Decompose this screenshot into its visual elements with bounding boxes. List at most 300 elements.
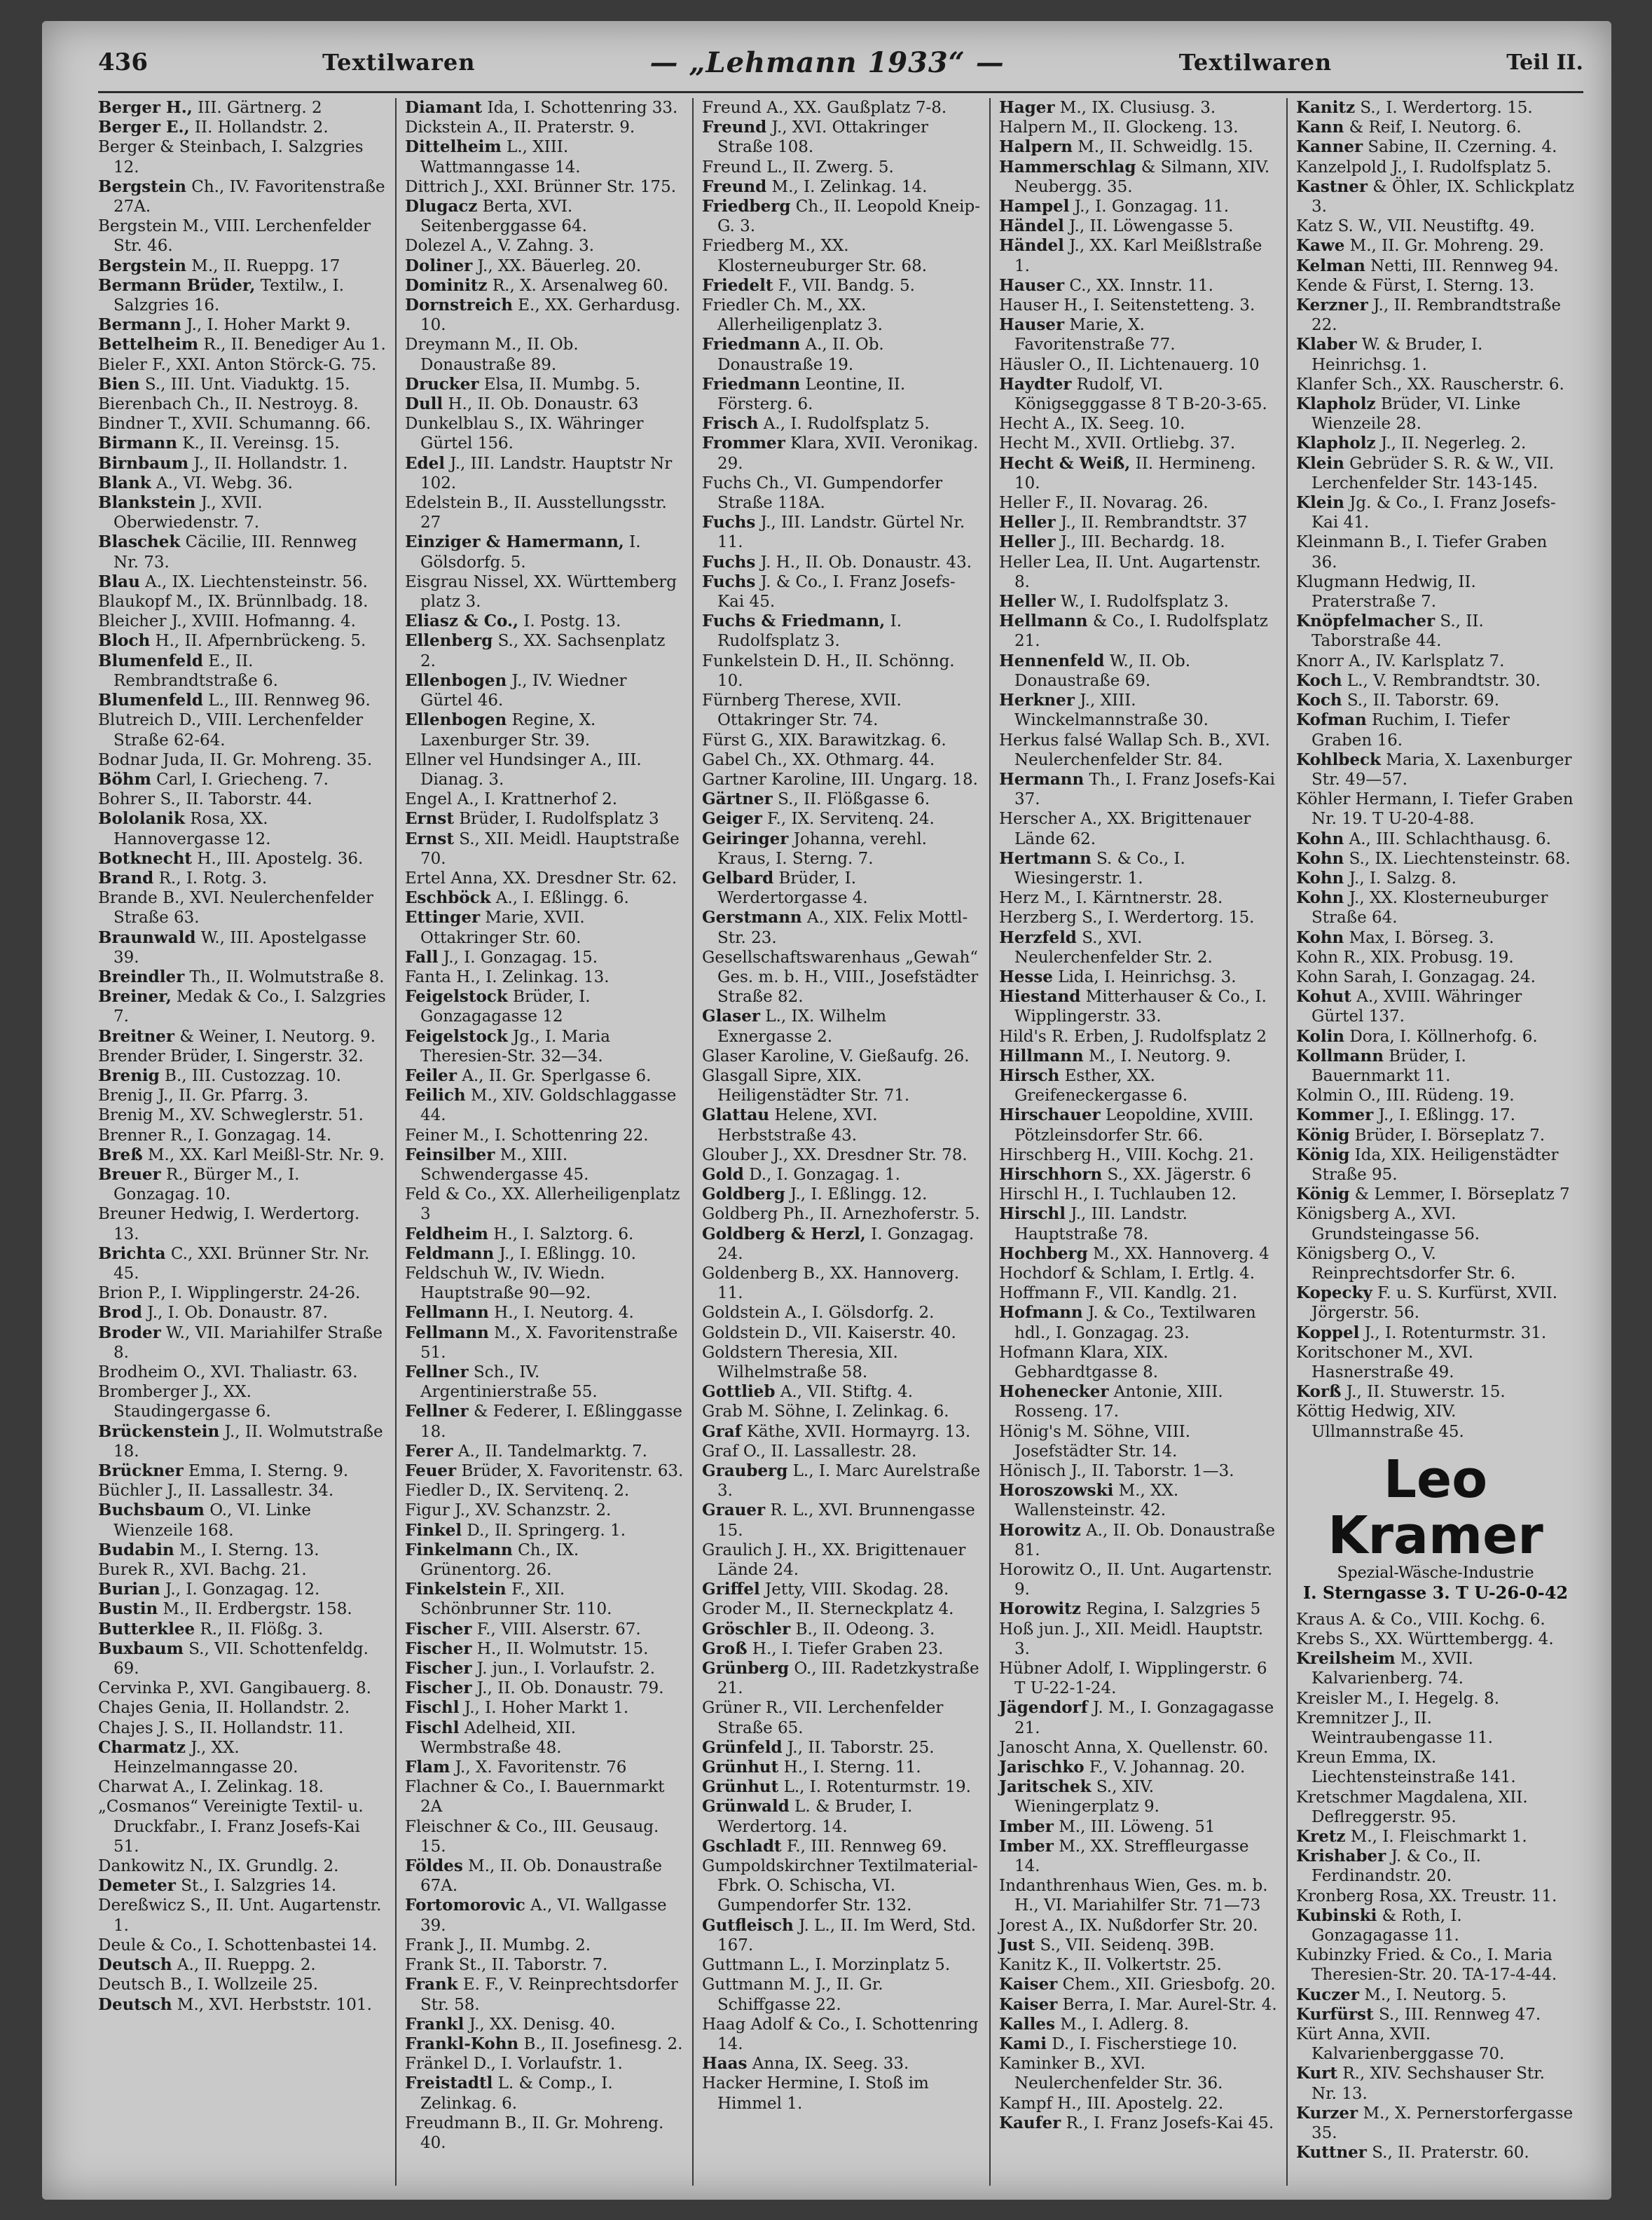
entry-details: H., I. Sterng. 11. (778, 1758, 921, 1777)
entry-details: J. L., II. Im Werd, Std. 167. (717, 1916, 977, 1954)
directory-entry (999, 967, 1278, 987)
entry-name: Just (999, 1935, 1035, 1954)
directory-entry (405, 454, 684, 493)
directory-entry (999, 1027, 1278, 1047)
directory-entry (98, 1955, 387, 1975)
directory-entry (702, 1442, 981, 1461)
entry-name: Berger H., (98, 98, 193, 117)
entry-details: Regine, X. Laxenburger Str. 39. (420, 711, 596, 750)
directory-entry (98, 532, 387, 572)
entry-details: Feldschuh W., IV. Wiedn. Hauptstraße 90—92. (405, 1264, 605, 1303)
entry-name: Fall (405, 947, 439, 967)
entry-name: Bergstein (98, 256, 186, 275)
directory-entry (1296, 612, 1575, 651)
directory-entry (98, 1560, 387, 1580)
directory-entry (1296, 1827, 1575, 1847)
directory-entry (702, 1007, 981, 1046)
column-5-entries-bottom (1296, 1610, 1575, 2163)
entry-details: A., IX. Liechtensteinstr. 56. (139, 572, 368, 591)
entry-details: E., II. Rembrandtstraße 6. (113, 651, 278, 690)
entry-name: König (1296, 1185, 1350, 1204)
entry-details: J., II. Stuwerstr. 15. (1341, 1383, 1506, 1402)
entry-details: Indanthrenhaus Wien, Ges. m. b. H., VI. Mariahilfer Str. 71—73 (999, 1877, 1268, 1915)
entry-details: M., XX. Hannoverg. 4 (1087, 1244, 1269, 1263)
entry-details: J., I. Eßlingg. 10. (494, 1244, 636, 1263)
entry-details: Brüder, X. Favoritenstr. 63. (456, 1462, 684, 1481)
entry-details: S., II. Praterstr. 60. (1366, 2144, 1529, 2163)
directory-entry (702, 276, 981, 296)
entry-name: Kurfürst (1296, 2004, 1374, 2024)
left-section-title: Textilwaren (322, 49, 476, 76)
entry-name: Bloch (98, 631, 151, 651)
directory-entry (999, 1975, 1278, 1994)
entry-details: Elsa, II. Mumbg. 5. (479, 375, 641, 394)
entry-details: Deule & Co., I. Schottenbastei 14. (98, 1936, 378, 1954)
directory-entry (999, 493, 1278, 513)
entry-name: Blaschek (98, 532, 181, 552)
directory-entry (1296, 1126, 1575, 1145)
entry-details: Freund A., XX. Gaußplatz 7-8. (702, 99, 947, 117)
entry-name: Kohn (1296, 888, 1344, 908)
entry-details: Kohn Sarah, I. Gonzagag. 24. (1296, 967, 1536, 986)
entry-details: Fiedler D., IX. Servitenq. 2. (405, 1482, 630, 1501)
directory-entry (702, 1402, 981, 1421)
directory-entry (999, 1283, 1278, 1303)
entry-details: Berger & Steinbach, I. Salzgries 12. (98, 138, 364, 177)
entry-name: Hammerschlag (999, 157, 1136, 177)
entry-details: H., I. Salztorg. 6. (488, 1225, 634, 1243)
directory-entry (1296, 1649, 1575, 1688)
directory-entry (702, 1639, 981, 1659)
directory-entry (999, 1303, 1278, 1342)
directory-entry (98, 631, 387, 651)
entry-details: Hochdorf & Schlam, I. Ertlg. 4. (999, 1264, 1255, 1283)
entry-details: Herscher A., XX. Brigittenauer Lände 62. (999, 810, 1251, 848)
entry-details: W. & Bruder, I. Heinrichsg. 1. (1312, 336, 1483, 374)
directory-entry (1296, 671, 1575, 691)
entry-name: Fuchs & Friedmann, (702, 612, 886, 631)
entry-name: Glaser (702, 1007, 760, 1026)
directory-entry (999, 1995, 1278, 2015)
directory-entry (1296, 790, 1575, 829)
entry-name: Geiringer (702, 829, 789, 848)
entry-details: & Weiner, I. Neutorg. 9. (174, 1027, 376, 1046)
directory-entry (98, 1501, 387, 1540)
entry-details: Brion P., I. Wipplingerstr. 24-26. (98, 1284, 361, 1303)
entry-details: Brande B., XVI. Neulerchenfelder Straße 63. (98, 889, 374, 928)
directory-entry (98, 1145, 387, 1165)
directory-entry (405, 1758, 684, 1777)
entry-details: S., XII. Meidl. Hauptstraße 70. (420, 829, 680, 868)
entry-details: B., II. Josefinesg. 2. (518, 2034, 683, 2053)
directory-entry (1296, 829, 1575, 849)
entry-name: Fuchs (702, 513, 756, 532)
directory-entry (1296, 2104, 1575, 2143)
entry-name: Brand (98, 868, 154, 888)
directory-entry (1296, 256, 1575, 276)
entry-name: Eschböck (405, 888, 491, 908)
directory-entry (999, 731, 1278, 770)
entry-details: Goldenberg B., XX. Hannoverg. 11. (702, 1264, 960, 1303)
entry-details: M., X. Favoritenstraße 51. (420, 1323, 678, 1362)
entry-details: J., XX. Denisg. 40. (464, 2015, 616, 2034)
entry-details: Feld & Co., XX. Allerheiligenplatz 3 (405, 1185, 680, 1224)
entry-details: Brenner R., I. Gonzagag. 14. (98, 1126, 332, 1145)
entry-name: Ellenbogen (405, 670, 507, 690)
directory-entry (702, 2054, 981, 2074)
directory-entry (999, 1382, 1278, 1421)
entry-details: Hoß jun. J., XII. Meidl. Hauptstr. 3. (999, 1620, 1264, 1658)
directory-entry (999, 315, 1278, 354)
entry-details: Goldberg Ph., II. Arnezhoferstr. 5. (702, 1205, 980, 1224)
entry-details: J., I. Hoher Markt 9. (181, 316, 351, 335)
entry-name: Heller (999, 513, 1056, 532)
directory-entry (702, 651, 981, 691)
directory-entry (1296, 1985, 1575, 2005)
entry-name: Grünwald (702, 1797, 790, 1816)
entry-name: Händel (999, 236, 1064, 256)
entry-name: Kanner (1296, 137, 1363, 157)
entry-details: Dickstein A., II. Praterstr. 9. (405, 118, 635, 137)
entry-details: W., I. Rudolfsplatz 3. (1055, 593, 1229, 612)
entry-name: Feldheim (405, 1224, 488, 1243)
directory-entry (999, 987, 1278, 1026)
entry-name: Blumenfeld (98, 651, 203, 670)
directory-entry (999, 414, 1278, 434)
entry-details: Köhler Hermann, I. Tiefer Graben Nr. 19. T U-20-4-88. (1296, 790, 1574, 829)
entry-details: Groder M., II. Sterneckplatz 4. (702, 1600, 954, 1619)
directory-entry (702, 1204, 981, 1224)
directory-entry (98, 1540, 387, 1560)
directory-entry (999, 2114, 1278, 2133)
entry-name: Imber (999, 1816, 1054, 1836)
directory-entry (702, 1343, 981, 1382)
entry-details: Hofmann Klara, XIX. Gebhardtgasse 8. (999, 1343, 1169, 1381)
entry-details: Bromberger J., XX. Staudingergasse 6. (98, 1383, 271, 1421)
entry-details: Charwat A., I. Zelinkag. 18. (98, 1778, 324, 1797)
directory-entry (1296, 98, 1575, 118)
entry-name: Kami (999, 2034, 1047, 2053)
entry-details: Gebrüder S. R. & W., VII. Lerchenfelder Str. 143-145. (1312, 454, 1555, 492)
entry-details: & Öhler, IX. Schlickplatz 3. (1312, 177, 1574, 216)
entry-details: Sabine, II. Czerning. 4. (1363, 138, 1557, 157)
entry-details: Krebs S., XX. Württembergg. 4. (1296, 1630, 1554, 1649)
entry-details: Glouber J., XX. Dresdner Str. 78. (702, 1145, 968, 1164)
directory-entry (999, 2054, 1278, 2093)
entry-details: Katz S. W., VII. Neustiftg. 49. (1296, 217, 1535, 236)
entry-details: Klugmann Hedwig, II. Praterstraße 7. (1296, 572, 1476, 612)
entry-details: Jetty, VIII. Skodag. 28. (759, 1580, 949, 1599)
entry-details: Brüder, VI. Linke Wienzeile 28. (1312, 395, 1521, 434)
directory-entry (405, 1678, 684, 1698)
entry-name: Freund (702, 177, 767, 196)
directory-entry (405, 1323, 684, 1363)
directory-entry (999, 513, 1278, 532)
directory-entry (405, 1303, 684, 1323)
entry-details: & Reif, I. Neutorg. 6. (1344, 118, 1522, 137)
entry-details: Ch., IX. Grünentorg. 26. (420, 1540, 579, 1580)
entry-details: Bierenbach Ch., II. Nestroyg. 8. (98, 395, 359, 414)
directory-entry (1296, 1047, 1575, 1086)
entry-name: Heller (999, 532, 1056, 552)
directory-entry (98, 394, 387, 414)
directory-entry (702, 809, 981, 829)
directory-entry (405, 1185, 684, 1224)
entry-details: A., VII. Stiftg. 4. (775, 1383, 914, 1402)
directory-entry (405, 98, 684, 118)
directory-entry (98, 1718, 387, 1738)
entry-details: M., I. Fleischmarkt 1. (1345, 1828, 1527, 1847)
entry-details: Bodnar Juda, II. Gr. Mohreng. 35. (98, 750, 373, 769)
entry-details: J. & Co., Textilwaren hdl., I. Gonzagag. 23. (1014, 1304, 1256, 1342)
entry-details: Carl, I. Griecheng. 7. (151, 770, 329, 789)
directory-entry (999, 1599, 1278, 1619)
entry-details: F., IX. Servitenq. 24. (762, 810, 935, 829)
entry-details: Dunkelblau S., IX. Währinger Gürtel 156. (405, 415, 644, 453)
entry-name: Blank (98, 473, 151, 492)
entry-details: Rudolf, VI. Königsegggasse 8 T B-20-3-65. (1014, 375, 1267, 414)
directory-entry (999, 1620, 1278, 1659)
column-3 (692, 98, 989, 2186)
entry-details: H., II. Wolmutstr. 15. (471, 1639, 649, 1658)
entry-name: Budabin (98, 1540, 174, 1559)
entry-details: A., II. Ob. Donaustraße 81. (1014, 1521, 1275, 1559)
entry-name: Bustin (98, 1599, 158, 1619)
directory-entry (98, 1382, 387, 1421)
entry-details: Brodheim O., XVI. Thaliastr. 63. (98, 1363, 358, 1381)
directory-entry (999, 1264, 1278, 1283)
entry-name: Gschladt (702, 1836, 782, 1856)
directory-entry (702, 612, 981, 651)
directory-entry (98, 216, 387, 256)
directory-entry (999, 1521, 1278, 1560)
entry-details: Chajes Genia, II. Hollandstr. 2. (98, 1699, 350, 1718)
directory-entry (702, 1580, 981, 1599)
entry-details: F., VIII. Alserstr. 67. (471, 1620, 641, 1639)
entry-details: M., III. Löweng. 51 (1053, 1817, 1216, 1836)
entry-name: Kalles (999, 2014, 1055, 2034)
entry-name: Blumenfeld (98, 691, 203, 710)
entry-name: König (1296, 1125, 1350, 1145)
entry-details: Graulich J. H., XX. Brigittenauer Lände 24. (702, 1540, 966, 1580)
entry-details: F., III. Rennweg 69. (781, 1837, 947, 1856)
entry-details: Berra, I. Mar. Aurel-Str. 4. (1057, 1995, 1277, 2014)
directory-entry (98, 1363, 387, 1382)
entry-name: Frankl (405, 2014, 464, 2034)
entry-details: M., I. Zelinkag. 14. (766, 177, 928, 196)
entry-details: S., IX. Liechtensteinstr. 68. (1344, 849, 1571, 868)
directory-entry (1296, 1709, 1575, 1748)
entry-name: Deutsch (98, 1955, 172, 1975)
directory-entry (999, 236, 1278, 275)
entry-details: Kende & Fürst, I. Sterng. 13. (1296, 276, 1534, 295)
entry-details: A., II. Ob. Donaustraße 19. (717, 336, 884, 374)
directory-entry (405, 888, 684, 908)
directory-entry (999, 216, 1278, 236)
directory-entry (702, 375, 981, 414)
entry-name: Kohut (1296, 987, 1351, 1007)
directory-entry (999, 1105, 1278, 1145)
entry-name: Feuer (405, 1461, 457, 1481)
directory-entry (1296, 394, 1575, 434)
entry-name: Bettelheim (98, 335, 199, 354)
directory-entry (1296, 1689, 1575, 1709)
entry-details: Eisgrau Nissel, XX. Württemberg platz 3. (405, 572, 677, 612)
entry-details: R., X. Arsenalweg 60. (487, 276, 668, 295)
entry-name: Klein (1296, 493, 1344, 513)
directory-entry (98, 1620, 387, 1639)
entry-name: Kopecky (1296, 1283, 1372, 1303)
directory-entry (999, 908, 1278, 928)
entry-details: M., II. Gr. Mohreng. 29. (1344, 237, 1544, 256)
entry-name: Hauser (999, 315, 1065, 335)
entry-details: Adelheid, XII. Wermbstraße 48. (420, 1718, 577, 1757)
entry-name: Feiler (405, 1066, 457, 1085)
directory-entry (1296, 216, 1575, 236)
entry-name: Dominitz (405, 275, 488, 295)
entry-details: S., XX. Jägerstr. 6 (1102, 1165, 1251, 1184)
directory-entry (1296, 1283, 1575, 1323)
entry-details: Johanna, verehl. Kraus, I. Sterng. 7. (717, 829, 927, 868)
entry-details: J., I. Gonzagag. 12. (160, 1580, 320, 1599)
entry-details: S., XX. Sachsenplatz 2. (420, 632, 666, 670)
entry-name: Hermann (999, 769, 1085, 789)
directory-entry (999, 1738, 1278, 1758)
entry-name: Feldmann (405, 1243, 495, 1263)
entry-details: S., XVI. Neulerchenfelder Str. 2. (1014, 928, 1213, 967)
entry-name: Kurzer (1296, 2103, 1358, 2123)
entry-details: H., I. Neutorg. 4. (488, 1304, 634, 1323)
directory-entry (98, 1323, 387, 1363)
directory-entry (1296, 532, 1575, 572)
entry-details: III. Gärtnerg. 2 (192, 99, 322, 117)
entry-details: Bleicher J., XVIII. Hofmanng. 4. (98, 612, 356, 631)
entry-details: J., XX. Heinzelmanngasse 20. (113, 1738, 298, 1777)
entry-name: Klapholz (1296, 434, 1376, 453)
right-section-title: Textilwaren (1178, 49, 1333, 76)
entry-details: C., XX. Innstr. 11. (1064, 276, 1213, 295)
directory-entry (1296, 1402, 1575, 1441)
entry-name: Hertmann (999, 848, 1092, 868)
entry-details: Bergstein M., VIII. Lerchenfelder Str. 46. (98, 217, 371, 256)
directory-entry (405, 1225, 684, 1244)
entry-details: Mitterhauser & Co., I. Wipplingerstr. 33. (1014, 988, 1267, 1026)
entry-details: J. & Co., I. Franz Josefs-Kai 45. (717, 572, 956, 612)
advertisement-title: Leo Kramer (1328, 1449, 1543, 1566)
entry-details: Häusler O., II. Lichtenauerg. 10 (999, 355, 1260, 374)
entry-name: Finkelmann (405, 1540, 513, 1559)
column-1 (98, 98, 395, 2186)
entry-details: Glasgall Sipre, XIX. Heiligenstädter Str. 71. (702, 1066, 910, 1105)
center-title: — „Lehmann 1933“ — (649, 46, 1005, 79)
entry-name: Fellmann (405, 1303, 489, 1323)
entry-name: Breiner, (98, 987, 172, 1007)
entry-details: W., II. Ob. Donaustraße 69. (1014, 651, 1191, 690)
entry-details: J., II. Löwengasse 5. (1064, 217, 1234, 236)
entry-details: Deutsch B., I. Wollzeile 25. (98, 1976, 319, 1994)
entry-details: Goldstein A., I. Gölsdorfg. 2. (702, 1304, 935, 1323)
directory-entry (1296, 454, 1575, 493)
entry-details: M., XX. Streffleurgasse 14. (1014, 1837, 1249, 1876)
directory-entry (999, 1047, 1278, 1066)
entry-details: Cervinka P., XVI. Gangibauerg. 8. (98, 1679, 371, 1698)
entry-details: Lida, I. Heinrichsg. 3. (1052, 967, 1237, 986)
directory-entry (702, 750, 981, 770)
entry-name: Hofmann (999, 1303, 1083, 1323)
entry-name: Finkel (405, 1520, 462, 1540)
directory-entry (999, 1936, 1278, 1955)
entry-details: L., I. Rotenturmstr. 19. (778, 1778, 971, 1797)
directory-entry (999, 2094, 1278, 2114)
entry-name: Fellner (405, 1402, 469, 1421)
directory-entry (702, 1916, 981, 1955)
directory-entry (999, 1244, 1278, 1264)
entry-details: Hönisch J., II. Taborstr. 1—3. (999, 1462, 1234, 1481)
directory-entry (405, 276, 684, 296)
entry-details: M., I. Neutorg. 5. (1359, 1985, 1507, 2004)
directory-entry (405, 1145, 684, 1185)
directory-entry (702, 177, 981, 197)
column-2 (395, 98, 692, 2186)
directory-entry (405, 335, 684, 374)
entry-name: Hiestand (999, 987, 1081, 1007)
entry-details: J. jun., I. Vorlaufstr. 2. (471, 1660, 656, 1678)
directory-entry (999, 137, 1278, 157)
entry-details: Freudmann B., II. Gr. Mohreng. 40. (405, 2114, 664, 2152)
entry-name: Hillmann (999, 1046, 1084, 1066)
directory-entry (98, 572, 387, 592)
entry-name: Gerstmann (702, 908, 802, 928)
entry-details: A., I. Eßlingg. 6. (490, 889, 629, 908)
directory-entry (999, 651, 1278, 691)
entry-details: Leopoldine, XVIII. Pötzleinsdorfer Str. 66. (1014, 1106, 1254, 1145)
directory-entry (702, 513, 981, 552)
directory-entry (98, 137, 387, 177)
entry-details: & Lemmer, I. Börseplatz 7 (1349, 1185, 1570, 1204)
directory-entry (98, 1204, 387, 1243)
directory-entry (702, 1738, 981, 1758)
entry-name: Ettinger (405, 908, 481, 928)
entry-details: Kreun Emma, IX. Liechtensteinstraße 141. (1296, 1749, 1516, 1787)
entry-name: Breß (98, 1145, 143, 1164)
directory-entry (405, 1264, 684, 1303)
entry-details: Helene, XVI. Herbststraße 43. (717, 1106, 878, 1145)
page-number: 436 (98, 48, 148, 76)
entry-details: Sch., IV. Argentinierstraße 55. (420, 1363, 598, 1402)
directory-entry (98, 1126, 387, 1145)
directory-entry (702, 1797, 981, 1836)
directory-entry (98, 1461, 387, 1481)
entry-details: O., III. Radetzkystraße 21. (717, 1660, 979, 1698)
directory-entry (1296, 177, 1575, 216)
directory-entry (702, 2015, 981, 2054)
entry-details: Frank J., II. Mumbg. 2. (405, 1936, 591, 1954)
directory-entry (1296, 572, 1575, 612)
directory-page (42, 21, 1611, 2200)
entry-name: Hirschauer (999, 1105, 1101, 1125)
directory-entry (702, 118, 981, 157)
entry-name: Kelman (1296, 256, 1365, 275)
entry-details: M., X. Pernerstorfergasse 35. (1312, 2104, 1574, 2143)
entry-details: Guttmann L., I. Morzinplatz 5. (702, 1956, 951, 1975)
entry-name: Edel (405, 453, 445, 473)
entry-details: S., III. Unt. Viaduktg. 15. (139, 375, 350, 394)
entry-details: Flachner & Co., I. Bauernmarkt 2A (405, 1778, 665, 1816)
directory-entry (999, 1817, 1278, 1837)
entry-name: Koch (1296, 691, 1342, 710)
directory-entry (98, 98, 387, 118)
entry-name: Graf (702, 1421, 742, 1441)
